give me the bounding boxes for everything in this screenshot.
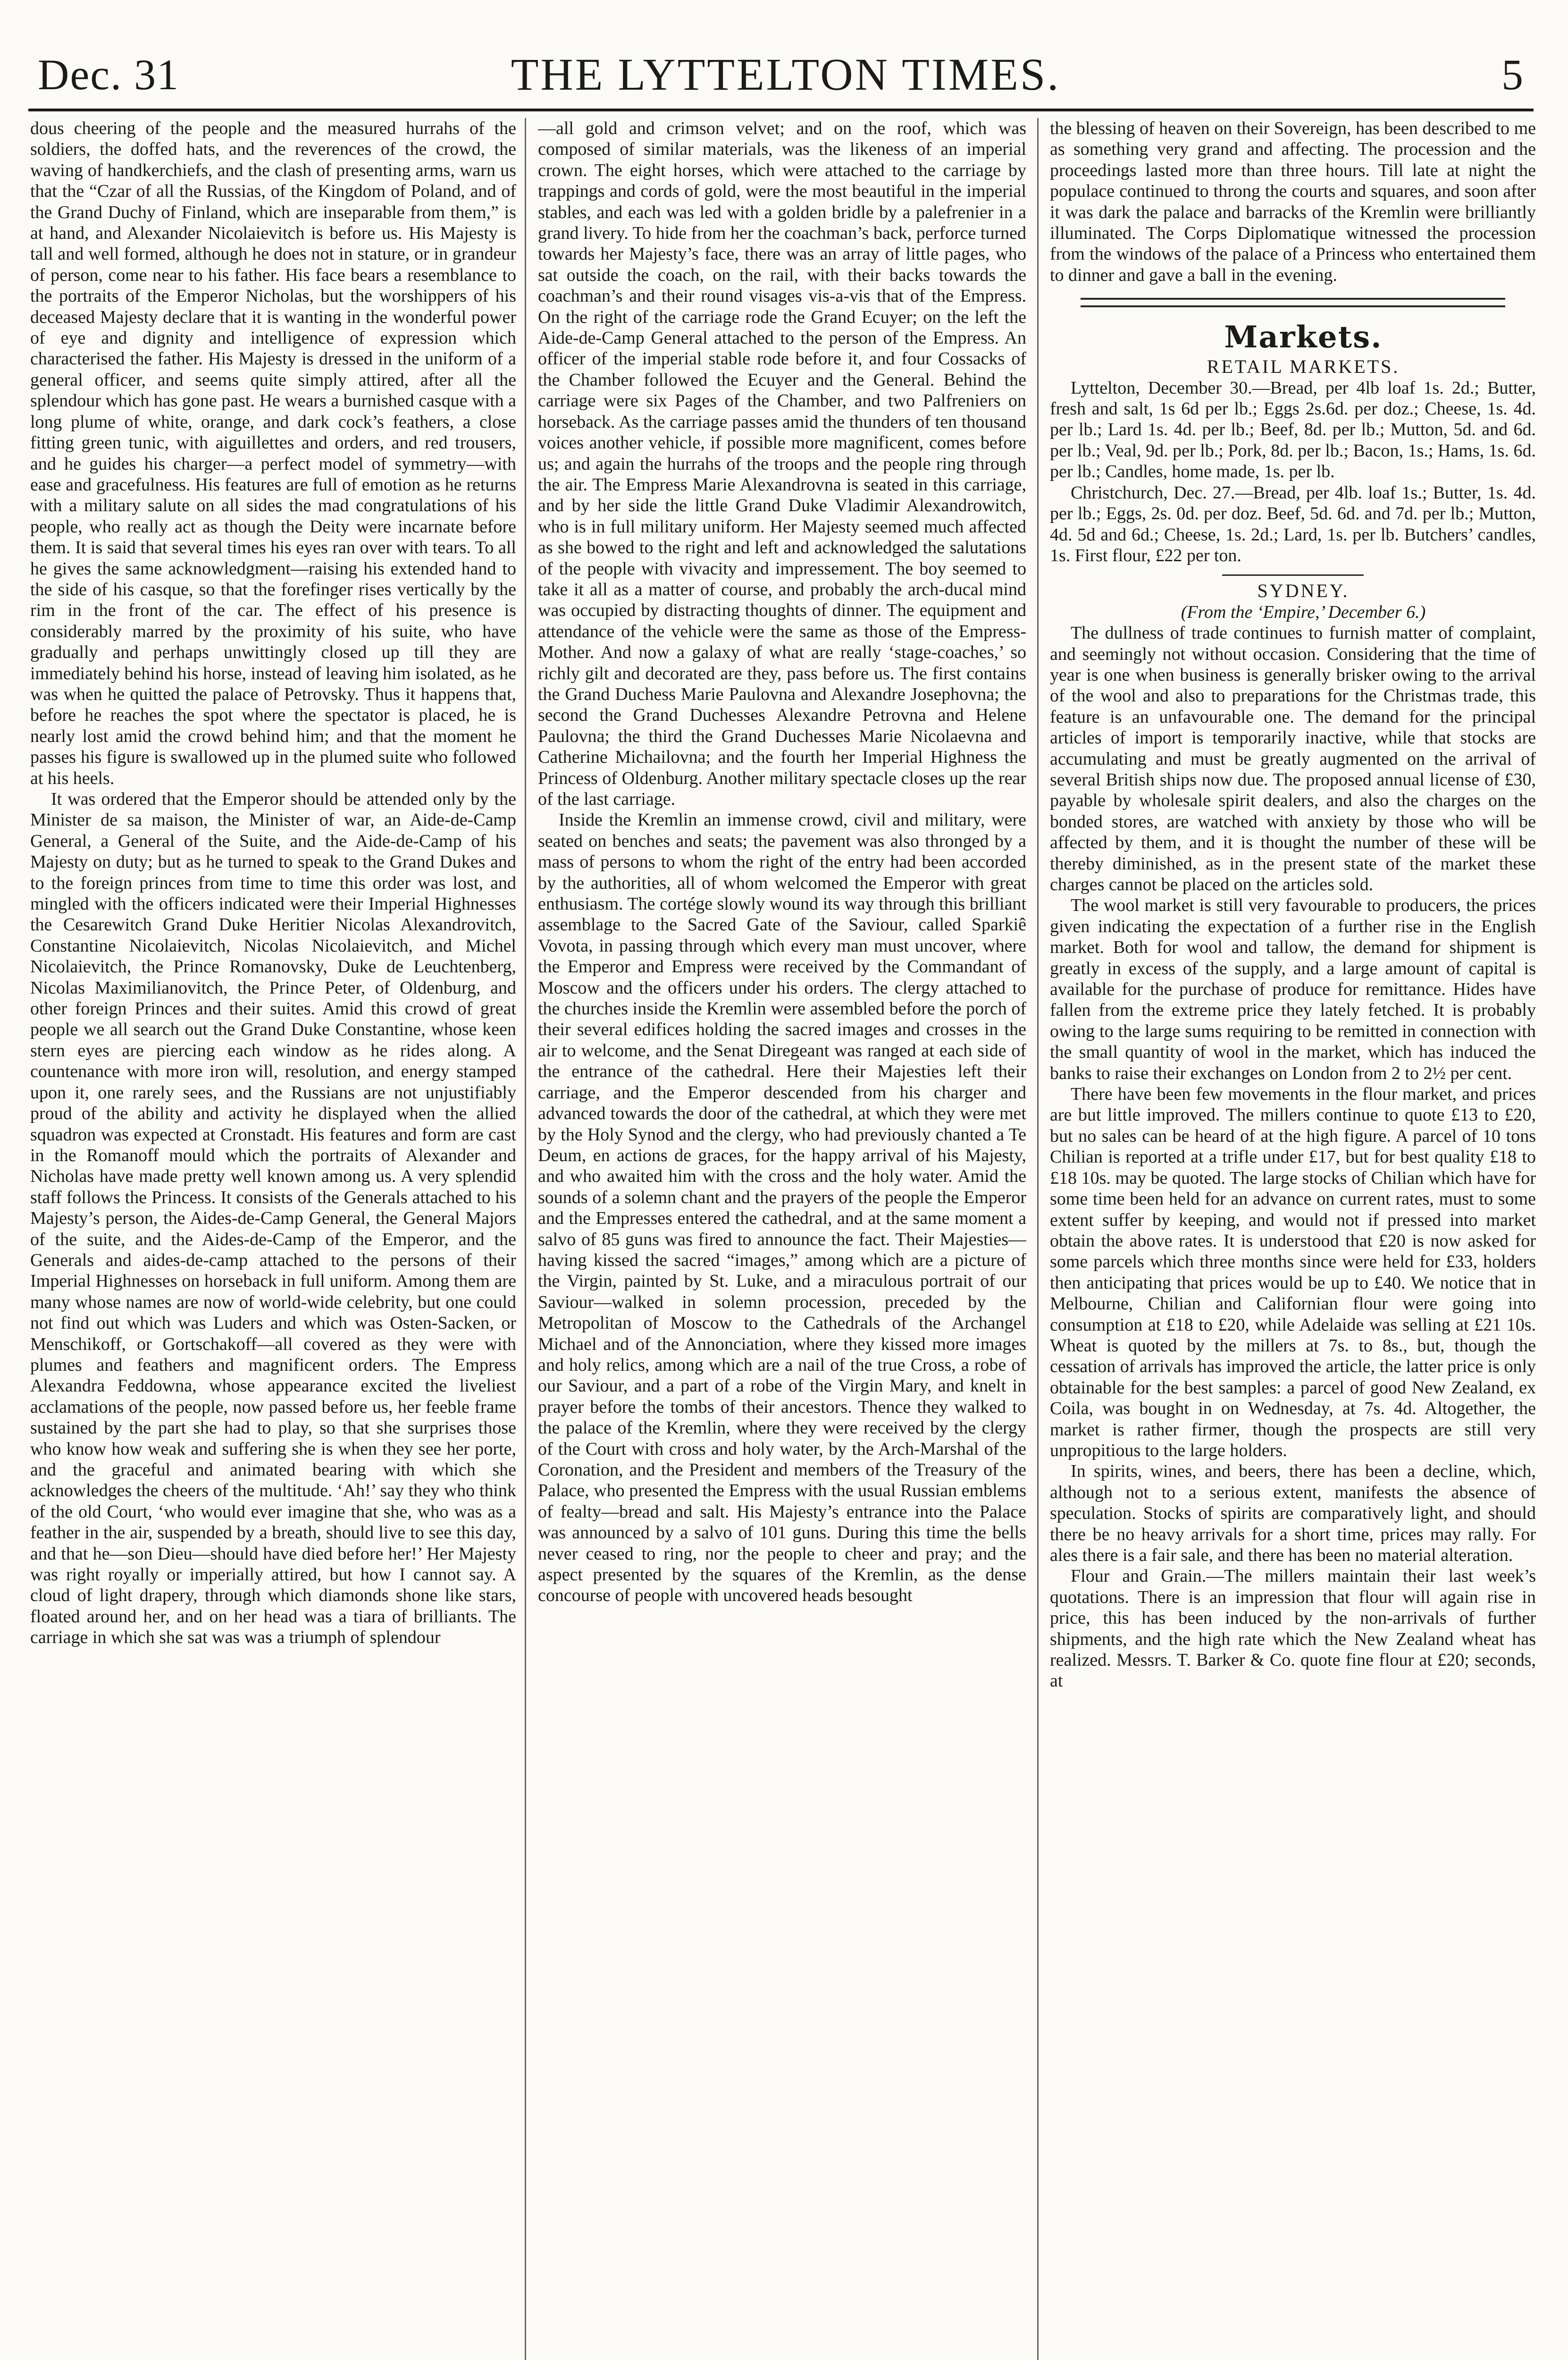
column-divider-2: [1037, 118, 1039, 2360]
newspaper-title: THE LYTTELTON TIMES.: [511, 49, 1061, 100]
article-paragraph: the blessing of heaven on their Sovereign, has been described to me as something very grand and affecting. The procession and the proceedings lasted more than three hours. Till late at night the populace continued to throng the courts and squares, and soon after it was dark the palace and barracks of the Kremlin were brilliantly illuminated. The Corps Diplomatique witnessed the procession from the windows of the palace of a Princess who entertained them to dinner and gave a ball in the evening.: [1050, 118, 1536, 285]
article-paragraph: Inside the Kremlin an immense crowd, civil and military, were seated on benches and seats; the pavement was also thronged by a mass of persons to whom the right of the entry had been accorded by the authorities, all of whom welcomed the Emperor with great enthusiasm. The cortége slowly wound its way through this brilliant assemblage to the Sacred Gate of the Saviour, called Sparkiê Vovota, in passing through which every man must uncover, where the Emperor and Empress were received by the Commandant of Moscow and the officers under his orders. The clergy attached to the churches inside the Kremlin were assembled before the porch of their several edifices holding the sacred images and crosses in the air to welcome, and the Senat Diregeant was ranged at each side of the entrance of the cathedral. Here their Majesties left their carriage, and the Emperor descended from his charger and advanced towards the door of the cathedral, at which they were met by the Holy Synod and the clergy, who had previously chanted a Te Deum, en actions de graces, for the happy arrival of his Majesty, and who awaited him with the cross and the holy water. Amid the sounds of a solemn chant and the prayers of the people the Emperor and the Empresses entered the cathedral, and at the same moment a salvo of 85 guns was fired to announce the fact. Their Majesties—having kissed the sacred “images,” among which are a picture of the Virgin, painted by St. Luke, and a miraculous portrait of our Saviour—walked in solemn procession, preceded by the Metropolitan of Moscow to the Cathedrals of the Archangel Michael and of the Annonciation, where they kissed more images and holy relics, among which are a nail of the true Cross, a robe of our Saviour, and a part of a robe of the Virgin Mary, and knelt in prayer before the tombs of their ancestors. Thence they walked to the palace of the Kremlin, where they were received by the clergy of the Court with cross and holy water, by the Arch-Marshal of the Coronation, and the President and members of the Treasury of the Palace, who presented the Empress with the usual Russian emblems of fealty—bread and salt. His Majesty’s entrance into the Palace was announced by a salvo of 101 guns. During this time the bells never ceased to ring, nor the people to cheer and pray; and the aspect presented by the squares of the Kremlin, as the dense concourse of people with uncovered heads besought: [538, 810, 1026, 1606]
sydney-paragraph: The dullness of trade continues to furnish matter of complaint, and seemingly not without occasion. Considering that the time of year is one when business is generally brisker owing to the arrival of the wool and also to preparations for the Christmas trade, this feature is an unfavourable one. The demand for the principal articles of import is temporarily inactive, while that stocks are accumulating and must be greatly augmented on the arrival of several British ships now due. The proposed annual license of £30, payable by wholesale spirit dealers, and also the charges on the bonded stores, are watched with anxiety by those who will be affected by them, and it is thought the number of these will be thereby diminished, as in the present state of the market these charges cannot be placed on the articles sold.: [1050, 623, 1536, 894]
markets-heading: Markets.: [1224, 320, 1383, 355]
issue-date: Dec. 31: [38, 51, 180, 99]
article-paragraph: —all gold and crimson velvet; and on the roof, which was composed of similar materials, was the likeness of an imperial crown. The eight horses, which were attached to the carriage by trappings and cords of gold, were the most beautiful in the imperial stables, and each was led with a golden bridle by a palefrenier in a grand livery. To hide from her the coachman’s back, perforce turned towards her Majesty’s face, there was an array of little pages, who sat outside the coach, on the rail, with their backs towards the coachman’s and their round visages vis-a-vis that of the Empress. On the right of the carriage rode the Grand Ecuyer; on the left the Aide-de-Camp General attached to the person of the Empress. An officer of the imperial stable rode before it, and four Cossacks of the Chamber followed the Ecuyer and the General. Behind the carriage were six Pages of the Chamber, and two Palfreniers on horseback. As the carriage passes amid the thunders of ten thousand voices another vehicle, if possible more magnificent, comes before us; and again the hurrahs of the troops and the people ring through the air. The Empress Marie Alexandrovna is seated in this carriage, and by her side the little Grand Duke Vladimir Alexandrowitch, who is in full military uniform. Her Majesty seemed much affected as she bowed to the right and left and acknowledged the salutations of the people with vivacity and impressement. The boy seemed to take it all as a matter of course, and probably the arch-ducal mind was occupied by distracting thoughts of dinner. The equipment and attendance of the vehicle were the same as those of the Empress-Mother. And now a galaxy of what are really ‘stage-coaches,’ so richly gilt and decorated are they, pass before us. The first contains the Grand Duchess Marie Paulovna and Alexandre Josephovna; the second the Grand Duchesses Alexandre Petrovna and Helene Paulovna; the third the Grand Duchesses Marie Nicolaevna and Catherine Michailovna; and the fourth her Imperial Highness the Princess of Oldenburg. Another military spectacle closes up the rear of the last carriage.: [538, 118, 1026, 809]
sydney-paragraph: In spirits, wines, and beers, there has been a decline, which, although not to a serious extent, manifests the absence of speculation. Stocks of spirits are comparatively light, and should there be no heavy arrivals for a short time, prices may rally. For ales there is a fair sale, and there has been no material alteration.: [1050, 1461, 1536, 1565]
masthead: [38, 42, 1534, 112]
article-paragraph: It was ordered that the Emperor should be attended only by the Minister de sa maison, the Minister of war, an Aide-de-Camp General, a General of the Suite, and the Aide-de-Camp of his Majesty on duty; but as he turned to speak to the Grand Dukes and to the foreign princes from time to time this order was lost, and mingled with the officers indicated were their Imperial Highnesses the Cesarewitch Grand Duke Heritier Nicolas Alexandrovitch, Constantine Nicolaievitch, Nicolas Nicolaievitch, and Michel Nicolaievitch, the Prince Romanovsky, Duke de Leuchtenberg, Nicolas Maximilianovitch, the Prince Peter, of Oldenburg, and other foreign Princes and their suites. Amid this crowd of great people we all search out the Grand Duke Constantine, whose keen stern eyes are piercing each window as he rides along. A countenance with more iron will, resolution, and energy stamped upon it, one rarely sees, and the Russians are not unjustifiably proud of the ability and activity he displayed when the allied squadron was expected at Cronstadt. His features and form are cast in the Romanoff mould which the portraits of Alexander and Nicholas have made pretty well known among us. A very splendid staff follows the Princess. It consists of the Generals attached to his Majesty’s person, the Aides-de-Camp General, the General Majors of the suite, and the Aides-de-Camp of the Emperor, and the Generals and aides-de-camp attached to the persons of their Imperial Highnesses on horseback in full uniform. Among them are many whose names are now of world-wide celebrity, but one could not find out which was Luders and which was Osten-Sacken, or Menschikoff, or Gortschakoff—all covered as they were with plumes and feathers and magnificent orders. The Empress Alexandra Feddowna, whose appearance excited the liveliest acclamations of the people, now passed before us, her feeble frame sustained by the part she had to play, so that she surprises those who know how weak and suffering she is when they see her porte, and the graceful and animated bearing with which she acknowledges the cheers of the multitude. ‘Ah!’ say they who think of the old Court, ‘who would ever imagine that she, who was as a feather in the air, suspended by a breath, should live to see this day, and that he—son Dieu—should have died before her!’ Her Majesty was right royally or imperially attired, but how I cannot say. A cloud of light drapery, through which diamonds shone like stars, floated around her, and on her head was a tiara of brilliants. The carriage in which she sat was was a triumph of splendour: [30, 789, 516, 1648]
sydney-paragraph: The wool market is still very favourable to producers, the prices given indicating the expectation of a further rise in the English market. Both for wool and tallow, the demand for shipment is greatly in excess of the supply, and a large amount of capital is available for the purchase of produce for remittance. Hides have fallen from the extreme price they lately fetched. It is probably owing to the large sums requiring to be remitted in connection with the small quantity of wool in the market, which has induced the banks to raise their exchanges on London from 2 to 2½ per cent.: [1050, 895, 1536, 1083]
sydney-paragraph: There have been few movements in the flour market, and prices are but little improved. The millers continue to quote £13 to £20, but no sales can be heard of at the high figure. A parcel of 10 tons Chilian is reported at a trifle under £17, but for best quality £18 to £18 10s. may be quoted. The large stocks of Chilian which have for some time been held for an advance on current rates, must to some extent suffer by keeping, and would not if pressed into market obtain the above rates. It is understood that £20 is now asked for some parcels which three months since were held for £33, holders then anticipating that prices would be up to £40. We notice that in Melbourne, Chilian and Californian flour were going into consumption at £18 to £20, while Adelaide was selling at £21 10s. Wheat is quoted by the millers at 7s. to 8s., but, though the cessation of arrivals has improved the article, the latter price is only obtainable for the best samples: a parcel of good New Zealand, ex Coila, was bought in on Wednesday, at 7s. 4d. Altogether, the market is rather firmer, though the prospects are still very unpropitious to the large holders.: [1050, 1084, 1536, 1460]
article-paragraph: dous cheering of the people and the measured hurrahs of the soldiers, the doffed hats, and the reverences of the crowd, the waving of handkerchiefs, and the clash of presenting arms, warn us that the “Czar of all the Russias, of the Kingdom of Poland, and of the Grand Duchy of Finland, which are inseparable from them,” is at hand, and Alexander Nicolaievitch is before us. His Majesty is tall and well formed, although he does not in stature, or in grandeur of person, come near to his father. His face bears a resemblance to the portraits of the Emperor Nicholas, but the worshippers of his deceased Majesty declare that it is wanting in the wonderful power of eye and dignity and intelligence of expression which characterised the father. His Majesty is dressed in the uniform of a general officer, and seems quite simply attired, after all the splendour which has gone past. He wears a burnished casque with a long plume of white, orange, and dark cock’s feathers, a close fitting green tunic, with aiguillettes and orders, and red trousers, and he guides his charger—a perfect model of symmetry—with ease and gracefulness. His features are full of emotion as he returns with a military salute on all sides the mad congratulations of his people, who really act as though the Deity were incarnate before them. It is said that several times his eyes ran over with tears. To all he gives the same acknowledgment—raising his extended hand to the side of his casque, so that the forefinger rises vertically by the rim in the front of the car. The effect of his presence is considerably marred by the proximity of his suite, who have gradually and perhaps unwittingly closed up till they are immediately behind his horse, instead of leaving him isolated, as he was when he quitted the palace of Petrovsky. Thus it happens that, before he reaches the spot where the spectator is placed, he is nearly lost amid the crowd behind him; and that the moment he passes his figure is swallowed up in the plumed suite who followed at his heels.: [30, 118, 516, 788]
column-1: [30, 118, 516, 2360]
section-divider: [1081, 298, 1505, 307]
column-3: [1050, 118, 1536, 2360]
column-divider-1: [525, 118, 526, 2360]
christchurch-prices: Christchurch, Dec. 27.—Bread, per 4lb. loaf 1s.; Butter, 1s. 4d. per lb.; Eggs, 2s. 0d. per doz. Beef, 5d. 6d. and 7d. per lb.; Mutton, 4d. 5d and 6d.; Cheese, 1s. 2d.; Lard, 1s. per lb. Butchers’ candles, 1s. First flour, £22 per ton.: [1050, 482, 1536, 565]
column-2: [538, 118, 1026, 2360]
page-number: 5: [1501, 51, 1524, 99]
short-divider: [1222, 574, 1364, 576]
retail-markets-heading: RETAIL MARKETS.: [1207, 356, 1400, 378]
sydney-heading: SYDNEY.: [1257, 580, 1350, 602]
flour-and-grain-paragraph: Flour and Grain.—The millers maintain their last week’s quotations. There is an impression that flour will again rise in price, this has been induced by the non-arrivals of further shipments, and the high rate which the New Zealand wheat has realized. Messrs. T. Barker & Co. quote fine flour at £20; seconds, at: [1050, 1566, 1536, 1691]
lyttelton-prices: Lyttelton, December 30.—Bread, per 4lb loaf 1s. 2d.; Butter, fresh and salt, 1s 6d per lb.; Eggs 2s.6d. per doz.; Cheese, 1s. 4d. per lb.; Lard 1s. 4d. per lb.; Beef, 8d. per lb.; Mutton, 5d. and 6d. per lb.; Veal, 9d. per lb.; Pork, 8d. per lb.; Bacon, 1s.; Hams, 1s. 6d. per lb.; Candles, home made, 1s. per lb.: [1050, 378, 1536, 482]
masthead-rule: [28, 109, 1534, 111]
sydney-source: (From the ‘Empire,’ December 6.): [1181, 602, 1426, 622]
